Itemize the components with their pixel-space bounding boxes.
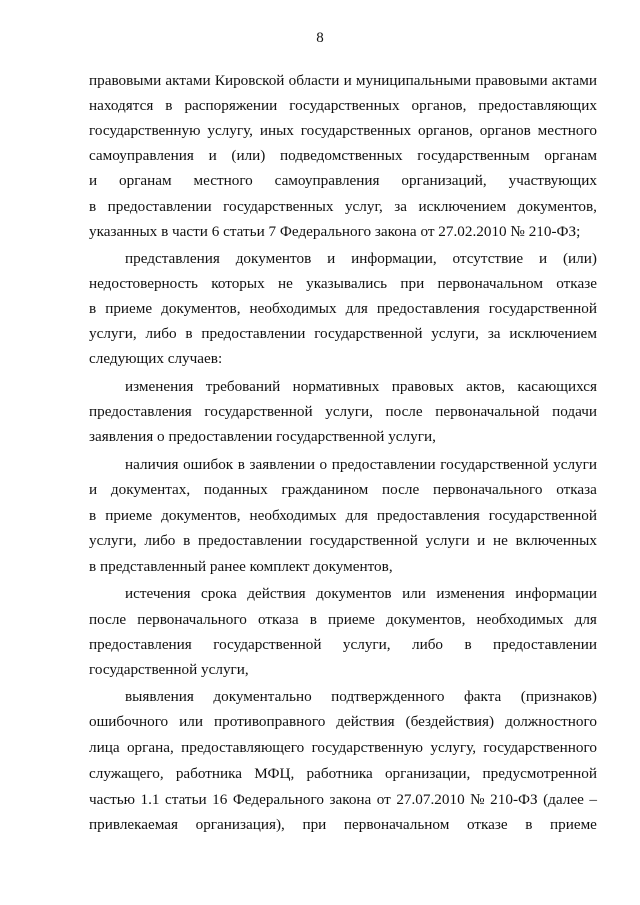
word: услуги,	[89, 532, 137, 549]
word: МФЦ,	[254, 765, 295, 782]
word: или	[402, 585, 426, 602]
word: после	[89, 611, 127, 628]
text-line	[89, 610, 597, 629]
text-line	[89, 71, 597, 90]
word: подтвержденного	[331, 688, 445, 705]
word: необходимых	[249, 300, 337, 317]
word: либо	[412, 636, 444, 653]
word: организаций,	[401, 172, 487, 189]
word: в	[525, 816, 533, 833]
word: документов,	[386, 611, 466, 628]
word: действия	[247, 585, 306, 602]
word: государственную	[89, 122, 201, 139]
word: информации	[515, 585, 597, 602]
word: правовыми	[475, 72, 548, 89]
word: должностного	[505, 713, 597, 730]
word: организации,	[384, 765, 471, 782]
word: работника	[306, 765, 373, 782]
word: необходимых	[249, 507, 337, 524]
word: отсутствие	[452, 250, 524, 267]
word: государственной	[440, 456, 549, 473]
word: или	[179, 713, 203, 730]
word: (или)	[563, 250, 597, 267]
word: государственным	[417, 147, 530, 164]
word: Федерального	[232, 791, 324, 808]
word: истечения	[125, 585, 191, 602]
word: в	[237, 456, 245, 473]
word: предоставляющего	[181, 739, 305, 756]
text-line	[89, 197, 597, 216]
word: органам	[544, 147, 597, 164]
text-line: заявления о предоставлении государственной услуги,	[89, 428, 436, 445]
word: документах,	[110, 481, 191, 498]
word: №	[470, 791, 485, 808]
word: документально	[213, 688, 312, 705]
word: органов	[479, 122, 531, 139]
word: при	[400, 275, 425, 292]
word: государственных	[289, 97, 400, 114]
word: предоставлении	[201, 325, 306, 342]
text-line	[89, 764, 597, 783]
word: актами	[165, 72, 211, 89]
word: государственных	[223, 198, 334, 215]
word: после	[385, 403, 423, 420]
word: срока	[200, 585, 237, 602]
word: первоначального	[137, 611, 247, 628]
page-number: 8	[316, 30, 324, 46]
word: факта	[463, 688, 502, 705]
word: участвующих	[508, 172, 597, 189]
word: первоначального	[432, 481, 543, 498]
word: муниципальными	[355, 72, 472, 89]
word: поданных	[203, 481, 268, 498]
word: услуги,	[431, 325, 479, 342]
word: приеме	[105, 507, 153, 524]
word: документов	[316, 585, 392, 602]
word: приеме	[549, 816, 597, 833]
word: (бездействия)	[405, 713, 495, 730]
word: предоставлении	[331, 456, 436, 473]
word: актов,	[466, 378, 506, 395]
word: в	[89, 198, 97, 215]
word: служащего,	[89, 765, 164, 782]
word: предоставлении	[197, 532, 302, 549]
word: государственных	[300, 122, 412, 139]
word: приеме	[105, 300, 153, 317]
word: государственной	[213, 636, 322, 653]
text-line: государственной услуги,	[89, 661, 249, 678]
text-line	[125, 377, 597, 396]
word: и	[343, 72, 352, 89]
word: организация),	[195, 816, 285, 833]
word: недостоверность	[89, 275, 198, 292]
word: и	[477, 532, 486, 549]
word: предусмотренной	[482, 765, 597, 782]
word: органам	[119, 172, 172, 189]
word: либо	[145, 325, 177, 342]
word: в	[165, 97, 173, 114]
word: отказе	[556, 275, 597, 292]
word: первоначальной	[435, 403, 540, 420]
word: в	[309, 611, 317, 628]
word: государственную	[311, 739, 424, 756]
word: государственной	[488, 300, 597, 317]
text-line	[89, 121, 597, 140]
text-line	[89, 815, 597, 834]
text-line: в представленный ранее комплект документов,	[89, 558, 393, 575]
word: в	[89, 300, 97, 317]
word: исключением	[418, 198, 507, 215]
word: о	[319, 456, 328, 473]
word: выявления	[125, 688, 194, 705]
word: и	[89, 172, 98, 189]
word: не	[278, 275, 293, 292]
text-line	[125, 584, 597, 603]
text-line	[89, 712, 597, 731]
word: противоправного	[213, 713, 326, 730]
word: в	[89, 507, 97, 524]
word: изменения	[436, 585, 505, 602]
text-line	[89, 402, 597, 421]
word: государственного	[483, 739, 597, 756]
word: подачи	[552, 403, 597, 420]
word: приеме	[327, 611, 375, 628]
word: закона	[329, 791, 372, 808]
word: для	[345, 507, 368, 524]
word: 16	[212, 791, 228, 808]
text-line	[89, 274, 597, 293]
word: подведомственных	[280, 147, 403, 164]
text-line	[89, 531, 597, 550]
text-line: указанных в части 6 статьи 7 Федерального закона от 27.02.2010 № 210-ФЗ;	[89, 223, 581, 240]
text-line	[125, 249, 597, 268]
word: при	[302, 816, 327, 833]
word: информации,	[351, 250, 437, 267]
word: услуги,	[89, 325, 137, 342]
word: иных	[259, 122, 294, 139]
word: требований	[205, 378, 281, 395]
word: заявлении	[249, 456, 315, 473]
word: органов,	[411, 97, 467, 114]
word: которых	[211, 275, 265, 292]
text-line	[125, 455, 597, 474]
word: предоставления	[89, 636, 192, 653]
word: первоначальном	[437, 275, 543, 292]
text-line	[89, 96, 597, 115]
text-line: следующих случаев:	[89, 350, 223, 367]
word: либо	[144, 532, 176, 549]
text-line	[89, 738, 597, 757]
word: распоряжении	[184, 97, 278, 114]
word: указывались	[306, 275, 388, 292]
word: документов,	[517, 198, 597, 215]
word: государственной	[309, 532, 418, 549]
word: предоставляющих	[478, 97, 597, 114]
word: услугу,	[207, 122, 253, 139]
word: (признаков)	[520, 688, 597, 705]
word: области	[288, 72, 340, 89]
word: документов,	[161, 300, 241, 317]
word: 210-ФЗ	[490, 791, 538, 808]
word: привлекаемая	[89, 816, 179, 833]
word: и	[327, 250, 336, 267]
word: для	[345, 300, 368, 317]
word: правовых	[391, 378, 454, 395]
word: и	[208, 147, 217, 164]
word: –	[589, 791, 597, 808]
word: услугу,	[430, 739, 477, 756]
word: правовыми	[89, 72, 162, 89]
word: предоставлении	[107, 198, 212, 215]
word: лица	[89, 739, 120, 756]
word: включенных	[515, 532, 597, 549]
word: ошибочного	[89, 713, 169, 730]
word: нормативных	[292, 378, 380, 395]
word: 1.1	[140, 791, 160, 808]
word: отказа	[257, 611, 299, 628]
word: действия	[336, 713, 395, 730]
word: исключением	[509, 325, 597, 342]
word: (далее	[543, 791, 584, 808]
word: актами	[551, 72, 597, 89]
word: гражданином	[281, 481, 369, 498]
word: местного	[537, 122, 597, 139]
word: для	[574, 611, 597, 628]
word: услуги,	[325, 403, 373, 420]
word: предоставления	[376, 300, 480, 317]
word: работника	[175, 765, 243, 782]
word: предоставления	[89, 403, 192, 420]
word: Кировской	[214, 72, 285, 89]
word: 27.07.2010	[396, 791, 465, 808]
word: документов	[235, 250, 312, 267]
word: органа,	[126, 739, 174, 756]
word: за	[394, 198, 408, 215]
word: государственной	[488, 507, 597, 524]
text-line	[89, 506, 597, 525]
word: частью	[89, 791, 136, 808]
word: органов,	[417, 122, 473, 139]
word: в	[183, 532, 191, 549]
word: наличия	[125, 456, 179, 473]
word: представления	[125, 250, 220, 267]
word: статьи	[165, 791, 207, 808]
word: в	[464, 636, 472, 653]
word: предоставления	[376, 507, 480, 524]
word: ошибок	[183, 456, 234, 473]
word: государственной	[314, 325, 423, 342]
text-line	[89, 299, 597, 318]
text-line	[89, 790, 597, 809]
word: отказе	[466, 816, 508, 833]
text-line	[89, 146, 597, 165]
word: необходимых	[476, 611, 564, 628]
text-line	[89, 480, 597, 499]
word: местного	[193, 172, 253, 189]
word: находятся	[89, 97, 154, 114]
word: от	[376, 791, 391, 808]
word: не	[493, 532, 508, 549]
word: документов,	[161, 507, 241, 524]
word: услуги	[425, 532, 470, 549]
word: услуг,	[344, 198, 383, 215]
word: после	[382, 481, 420, 498]
word: государственной	[204, 403, 313, 420]
word: первоначальном	[343, 816, 450, 833]
word: касающихся	[517, 378, 597, 395]
word: за	[487, 325, 501, 342]
word: (или)	[231, 147, 266, 164]
text-line	[89, 635, 597, 654]
text-line	[125, 687, 597, 706]
word: изменения	[125, 378, 194, 395]
text-line	[89, 324, 597, 343]
word: самоуправления	[89, 147, 194, 164]
word: и	[538, 250, 548, 267]
word: предоставлении	[493, 636, 597, 653]
word: и	[89, 481, 98, 498]
word: услуги,	[342, 636, 391, 653]
word: услуги	[553, 456, 597, 473]
word: отказа	[556, 481, 597, 498]
text-line	[89, 171, 597, 190]
word: самоуправления	[274, 172, 380, 189]
word: в	[185, 325, 193, 342]
